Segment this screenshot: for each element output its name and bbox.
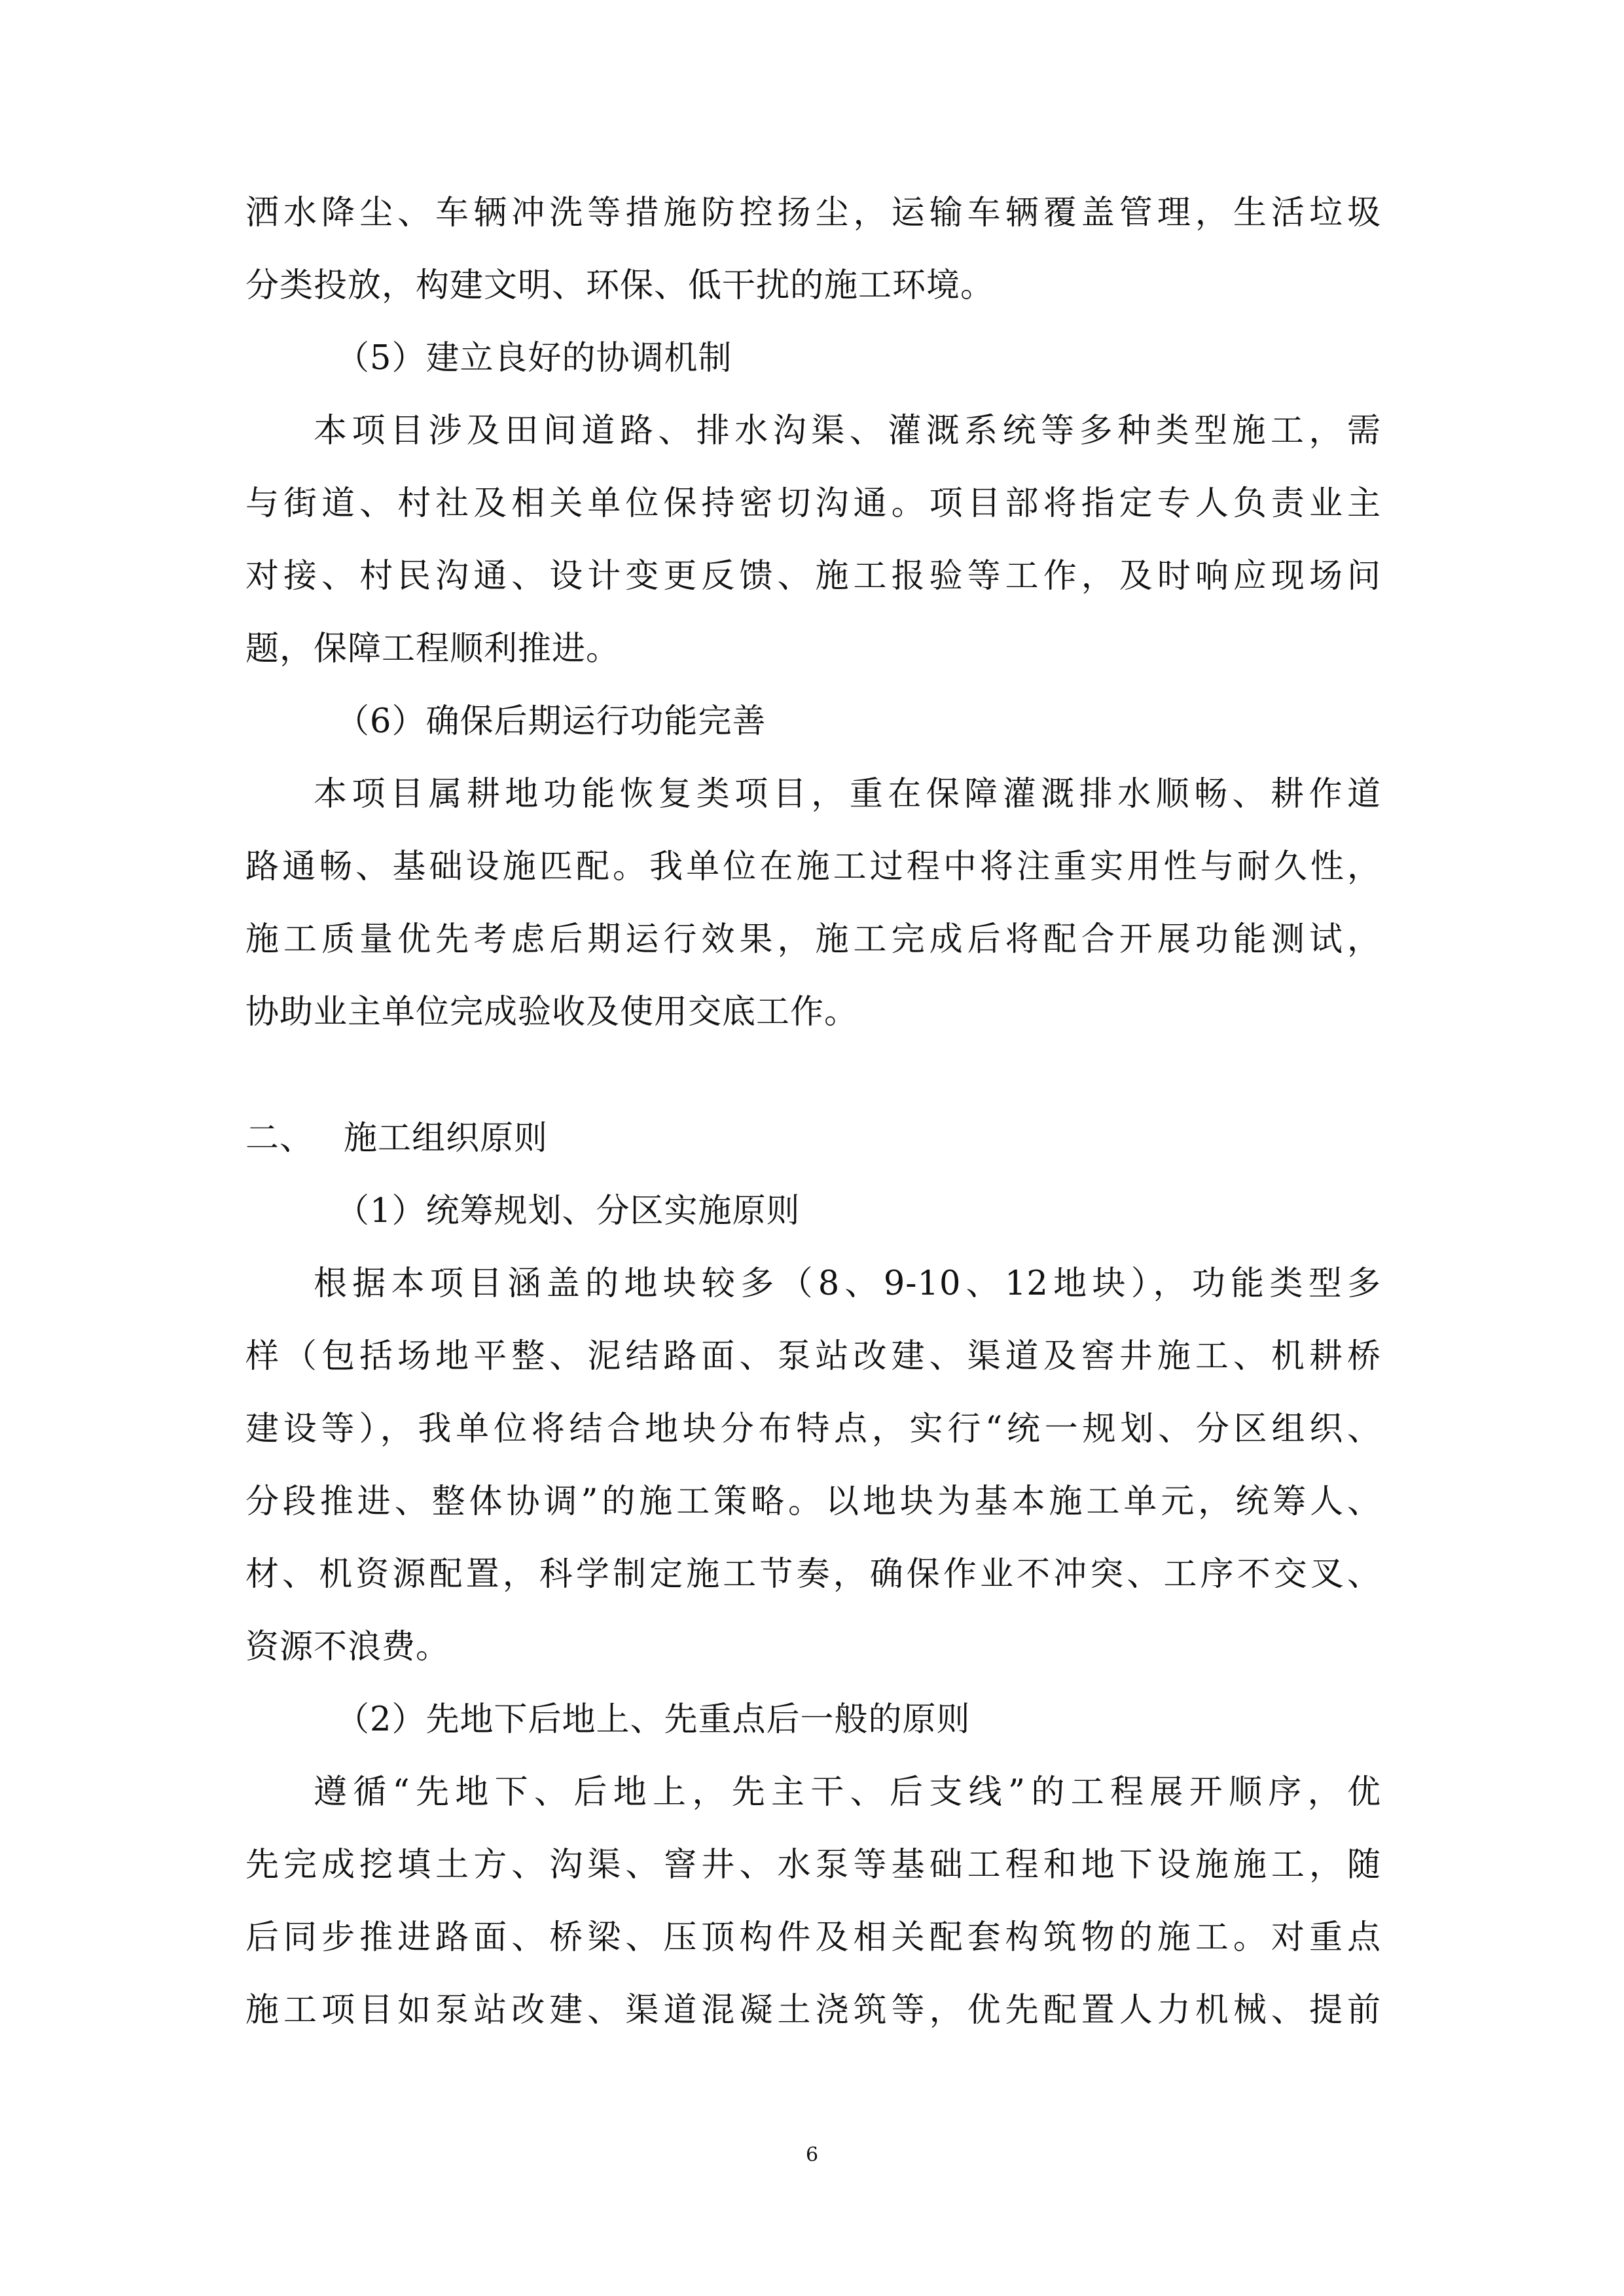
text-line: 对接、村民沟通、设计变更反馈、施工报验等工作，及时响应现场问 xyxy=(245,557,1381,596)
text-line: 协助业主单位完成验收及使用交底工作。 xyxy=(245,993,859,1031)
text-line: 本项目涉及田间道路、排水沟渠、灌溉系统等多种类型施工，需 xyxy=(314,412,1381,450)
text-line: 遵循“先地下、后地上，先主干、后支线”的工程展开顺序，优 xyxy=(314,1773,1381,1812)
page-number: 6 xyxy=(805,2144,819,2166)
paragraph-overall-planning xyxy=(245,1247,1381,1683)
paragraph-dust-control xyxy=(245,177,1381,322)
text-line: 题，保障工程顺利推进。 xyxy=(245,630,621,668)
text-line: 与街道、村社及相关单位保持密切沟通。项目部将指定专人负责业主 xyxy=(245,484,1381,523)
text-line: 先完成挖填土方、沟渠、窨井、水泵等基础工程和地下设施施工，随 xyxy=(245,1846,1381,1884)
item-heading-6: （6）确保后期运行功能完善 xyxy=(336,702,767,741)
text-line: 根据本项目涵盖的地块较多（8、9-10、12地块），功能类型多 xyxy=(314,1265,1381,1303)
page-body xyxy=(245,177,1381,2047)
text-line: 资源不浪费。 xyxy=(245,1628,450,1666)
text-line: 路通畅、基础设施匹配。我单位在施工过程中将注重实用性与耐久性， xyxy=(245,848,1381,886)
paragraph-underground-first xyxy=(245,1756,1381,2047)
text-line: 洒水降尘、车辆冲洗等措施防控扬尘，运输车辆覆盖管理，生活垃圾 xyxy=(245,194,1381,232)
text-line: 施工项目如泵站改建、渠道混凝土浇筑等，优先配置人力机械、提前 xyxy=(245,1991,1381,2030)
text-line: 样（包括场地平整、泥结路面、泵站改建、渠道及窖井施工、机耕桥 xyxy=(245,1337,1381,1376)
principle-heading-2: （2）先地下后地上、先重点后一般的原则 xyxy=(336,1700,971,1739)
text-line: 分类投放，构建文明、环保、低干扰的施工环境。 xyxy=(245,266,995,305)
text-line: 本项目属耕地功能恢复类项目，重在保障灌溉排水顺畅、耕作道 xyxy=(314,775,1381,814)
section-heading-2 xyxy=(245,1102,1381,1175)
principle-heading-1: （1）统筹规划、分区实施原则 xyxy=(336,1192,801,1230)
section-number: 二、 xyxy=(245,1119,314,1158)
text-line: 施工质量优先考虑后期运行效果，施工完成后将配合开展功能测试， xyxy=(245,920,1381,959)
paragraph-operation-function xyxy=(245,758,1381,1049)
section-title: 施工组织原则 xyxy=(344,1119,549,1158)
item-heading-5: （5）建立良好的协调机制 xyxy=(336,339,732,378)
text-line: 后同步推进路面、桥梁、压顶构件及相关配套构筑物的施工。对重点 xyxy=(245,1918,1381,1957)
paragraph-coordination xyxy=(245,395,1381,685)
text-line: 材、机资源配置，科学制定施工节奏，确保作业不冲突、工序不交叉、 xyxy=(245,1555,1381,1594)
text-line: 分段推进、整体协调”的施工策略。以地块为基本施工单元，统筹人、 xyxy=(245,1482,1381,1521)
text-line: 建设等），我单位将结合地块分布特点，实行“统一规划、分区组织、 xyxy=(245,1410,1381,1448)
